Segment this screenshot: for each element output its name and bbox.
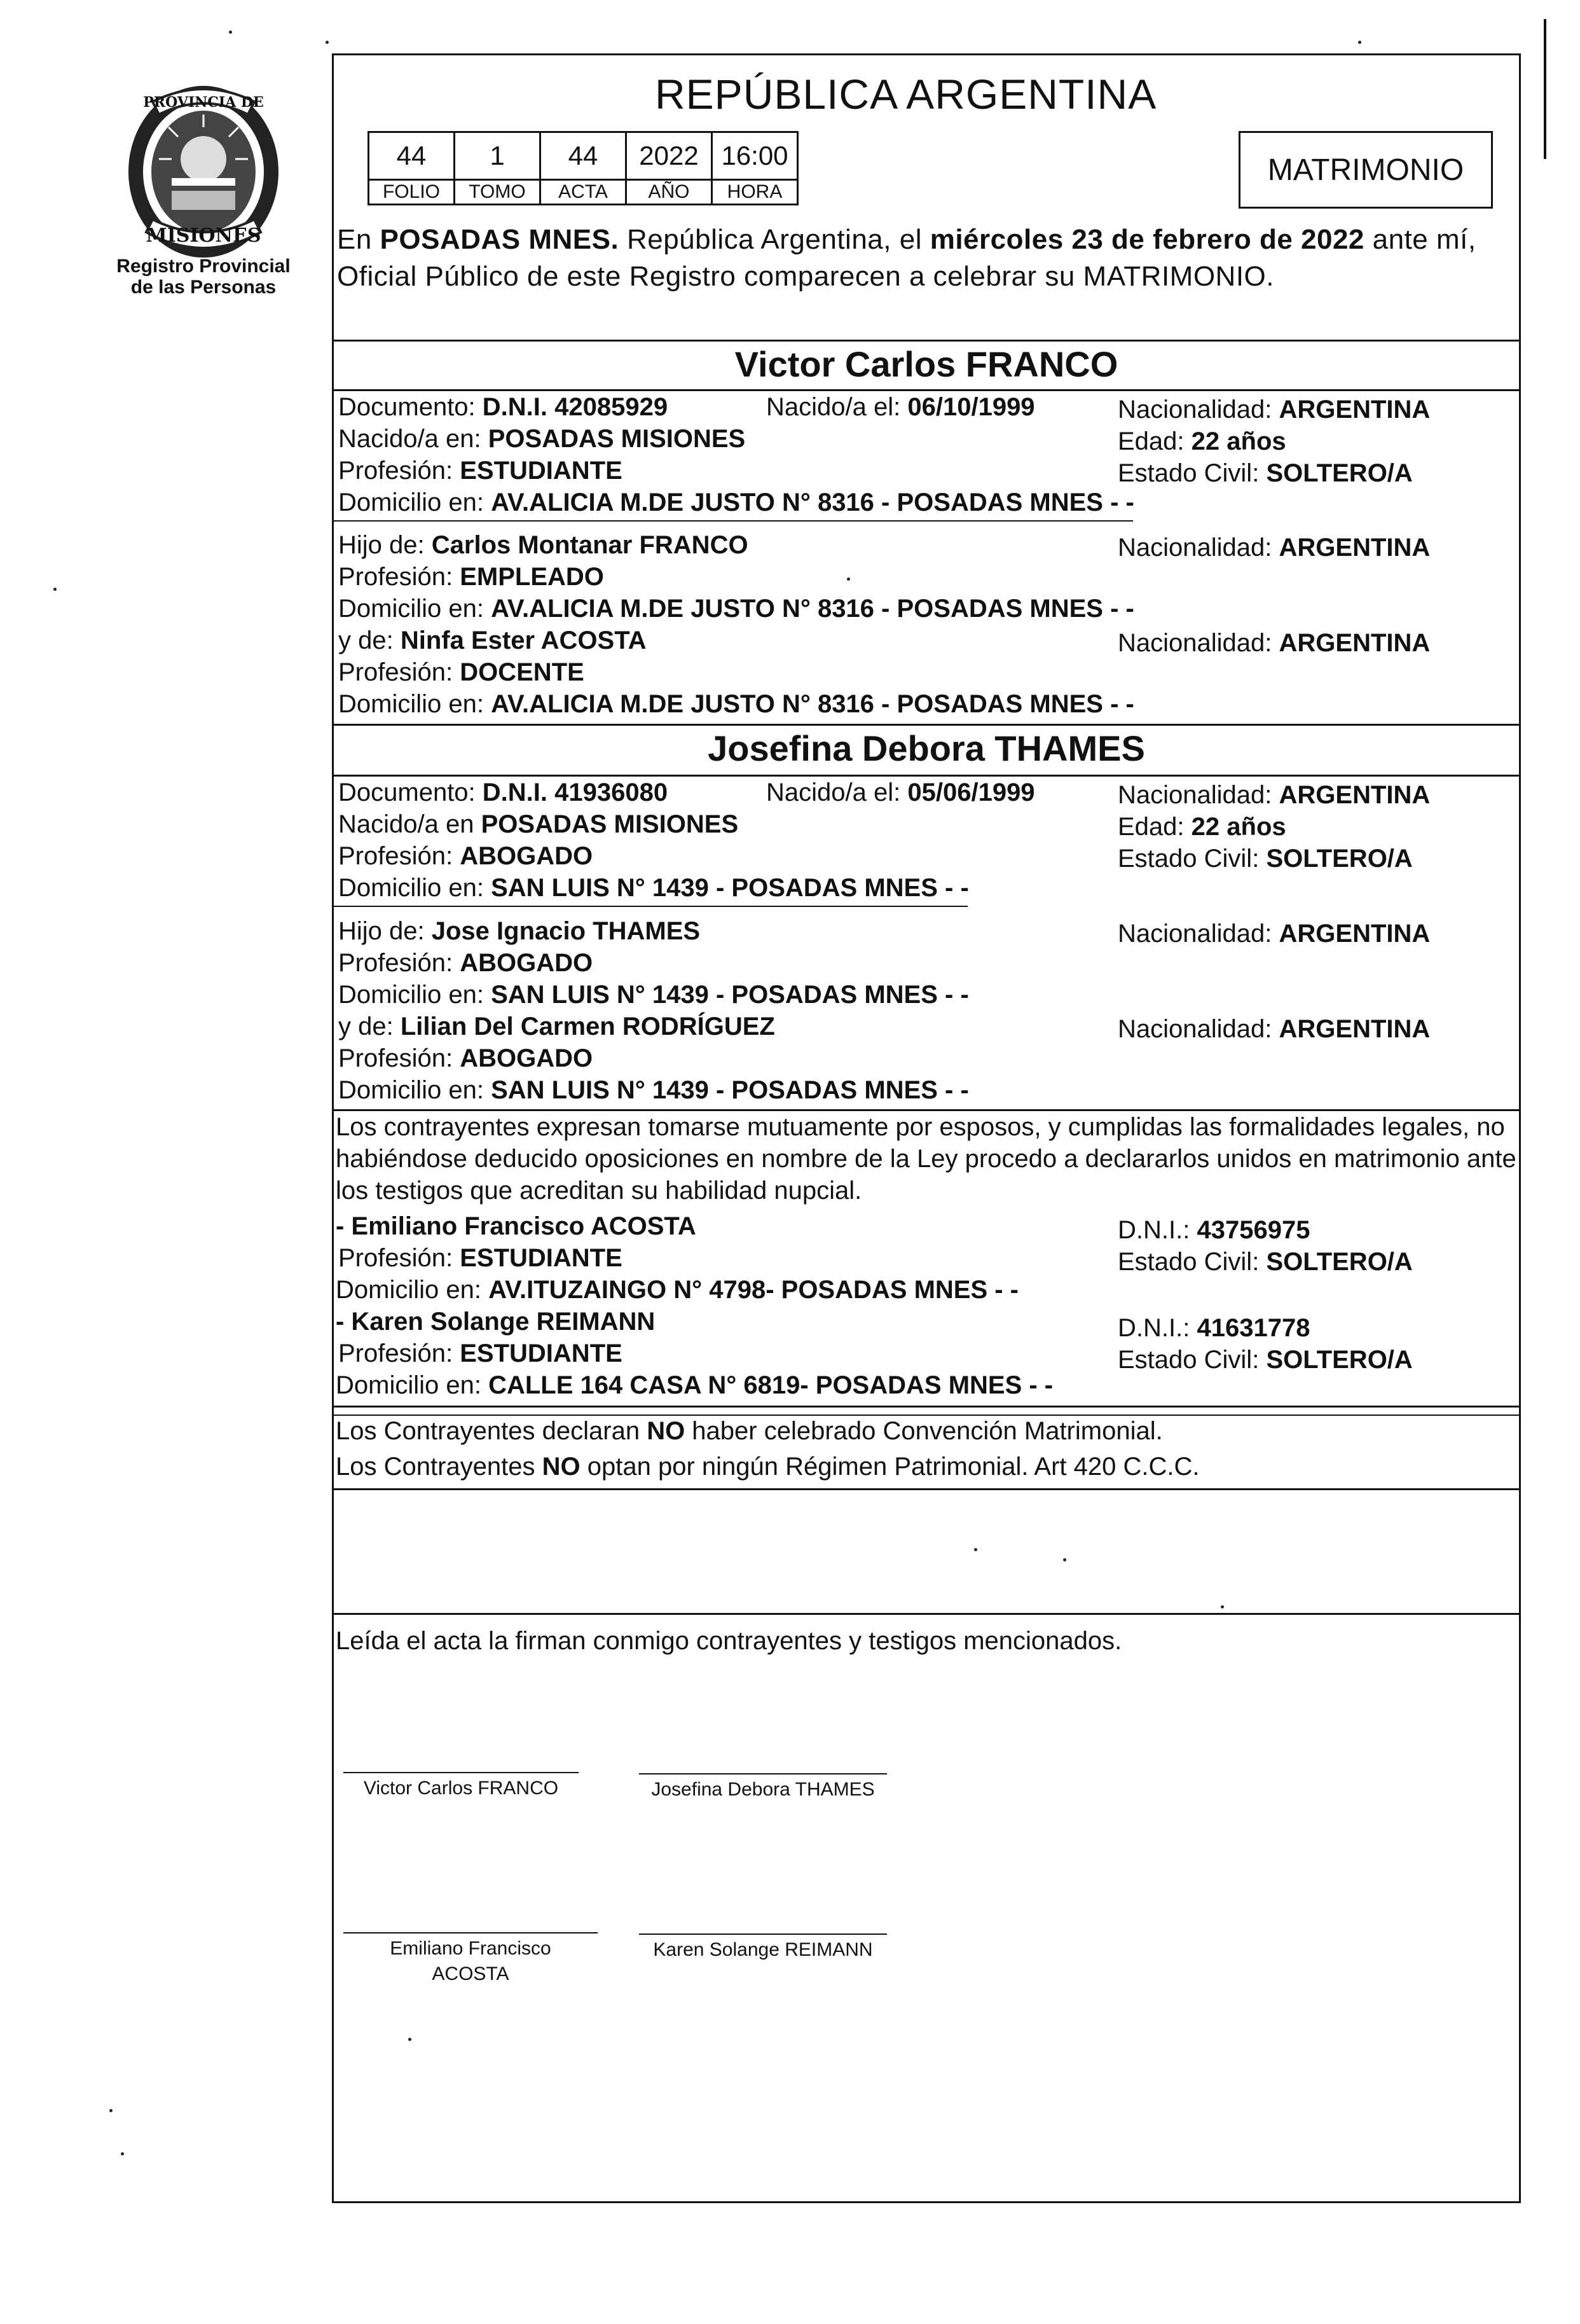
bride-age: Edad: 22 años xyxy=(1118,813,1286,841)
witness-2-address: Domicilio en: CALLE 164 CASA N° 6819- POSADAS MNES - - xyxy=(336,1371,1054,1399)
divider xyxy=(332,1406,1521,1408)
tomo-label: TOMO xyxy=(455,180,540,205)
witness-2-dni: D.N.I.: 41631778 xyxy=(1118,1314,1310,1342)
divider xyxy=(332,520,1133,522)
svg-text:PROVINCIA DE: PROVINCIA DE xyxy=(143,94,264,111)
scan-speck xyxy=(326,41,329,44)
scan-speck xyxy=(229,31,232,34)
divider xyxy=(332,340,1521,342)
hora-value: 16:00 xyxy=(712,132,798,180)
divider xyxy=(332,775,1521,777)
signature-witness-2: Karen Solange REIMANN xyxy=(639,1933,887,1963)
groom-mother: y de: Ninfa Ester ACOSTA xyxy=(338,626,647,654)
bride-mother-address: Domicilio en: SAN LUIS N° 1439 - POSADAS MNES - - xyxy=(338,1076,969,1104)
divider xyxy=(332,1109,1521,1111)
scan-speck xyxy=(1358,41,1361,44)
page-title: REPÚBLICA ARGENTINA xyxy=(655,71,1157,118)
bride-documento: Documento: D.N.I. 41936080 xyxy=(338,778,668,806)
intro-line-2: Oficial Público de este Registro comparecen a celebrar su MATRIMONIO. xyxy=(337,261,1274,292)
bride-father-profession: Profesión: ABOGADO xyxy=(338,949,593,977)
bride-nationality: Nacionalidad: ARGENTINA xyxy=(1118,781,1431,809)
groom-nationality: Nacionalidad: ARGENTINA xyxy=(1118,396,1431,424)
hora-label: HORA xyxy=(712,180,798,205)
acta-label: ACTA xyxy=(540,180,626,205)
witness-1-profession: Profesión: ESTUDIANTE xyxy=(338,1244,622,1272)
witness-2-profession: Profesión: ESTUDIANTE xyxy=(338,1339,622,1367)
divider xyxy=(332,1414,1521,1416)
scan-speck xyxy=(109,2109,113,2112)
document-type-box: MATRIMONIO xyxy=(1239,131,1493,209)
bride-father-address: Domicilio en: SAN LUIS N° 1439 - POSADAS MNES - - xyxy=(338,981,969,1009)
bride-mother-profession: Profesión: ABOGADO xyxy=(338,1044,593,1072)
groom-mother-nationality: Nacionalidad: ARGENTINA xyxy=(1118,629,1431,657)
bride-civil-status: Estado Civil: SOLTERO/A xyxy=(1118,845,1413,873)
tomo-value: 1 xyxy=(455,132,540,180)
bride-father: Hijo de: Jose Ignacio THAMES xyxy=(338,917,701,945)
groom-father: Hijo de: Carlos Montanar FRANCO xyxy=(338,531,748,559)
bride-mother-nationality: Nacionalidad: ARGENTINA xyxy=(1118,1015,1431,1043)
witness-1-civil-status: Estado Civil: SOLTERO/A xyxy=(1118,1248,1413,1276)
scan-speck xyxy=(974,1548,977,1551)
closing-statement: Leída el acta la firman conmigo contrayentes y testigos mencionados. xyxy=(336,1627,1122,1655)
groom-father-nationality: Nacionalidad: ARGENTINA xyxy=(1118,534,1431,562)
record-reference-table xyxy=(368,131,799,205)
bride-father-nationality: Nacionalidad: ARGENTINA xyxy=(1118,920,1431,948)
folio-value: 44 xyxy=(369,132,455,180)
divider xyxy=(332,724,1521,726)
signature-bride: Josefina Debora THAMES xyxy=(639,1773,887,1802)
bride-birthdate: Nacido/a el: 05/06/1999 xyxy=(766,778,1035,806)
witness-1-name: - Emiliano Francisco ACOSTA xyxy=(336,1212,696,1240)
caption-line-1: Registro Provincial xyxy=(116,256,291,277)
folio-label: FOLIO xyxy=(369,180,455,205)
bride-birthplace: Nacido/a en POSADAS MISIONES xyxy=(338,810,739,838)
bride-profession: Profesión: ABOGADO xyxy=(338,842,593,870)
declaration-line-2: habiéndose deducido oposiciones en nombre de la Ley procedo a declararlos unidos en matrimonio ante xyxy=(336,1145,1516,1173)
groom-address: Domicilio en: AV.ALICIA M.DE JUSTO N° 8316 - POSADAS MNES - - xyxy=(338,488,1134,516)
witness-2-name: - Karen Solange REIMANN xyxy=(336,1308,656,1336)
anio-label: AÑO xyxy=(626,180,712,205)
scan-speck xyxy=(53,588,57,591)
groom-documento: Documento: D.N.I. 42085929 xyxy=(338,393,668,421)
groom-birthplace: Nacido/a en: POSADAS MISIONES xyxy=(338,425,746,453)
groom-mother-profession: Profesión: DOCENTE xyxy=(338,658,584,686)
signature-witness-1: Emiliano Francisco ACOSTA xyxy=(343,1932,598,1987)
groom-birthdate: Nacido/a el: 06/10/1999 xyxy=(766,393,1035,421)
registry-caption xyxy=(95,256,312,298)
scan-speck xyxy=(121,2152,124,2155)
signature-groom: Victor Carlos FRANCO xyxy=(343,1772,579,1801)
groom-profession: Profesión: ESTUDIANTE xyxy=(338,457,622,485)
divider xyxy=(332,389,1521,391)
groom-name-heading: Victor Carlos FRANCO xyxy=(734,344,1118,384)
groom-father-profession: Profesión: EMPLEADO xyxy=(338,563,604,591)
bride-name-heading: Josefina Debora THAMES xyxy=(708,728,1145,768)
groom-mother-address: Domicilio en: AV.ALICIA M.DE JUSTO N° 8316 - POSADAS MNES - - xyxy=(338,690,1134,718)
convention-line-2: Los Contrayentes NO optan por ningún Régimen Patrimonial. Art 420 C.C.C. xyxy=(336,1453,1200,1481)
divider xyxy=(332,906,968,907)
scan-edge-mark xyxy=(1544,19,1546,159)
scan-speck xyxy=(1221,1605,1224,1608)
witness-1-address: Domicilio en: AV.ITUZAINGO N° 4798- POSADAS MNES - - xyxy=(336,1276,1019,1304)
groom-civil-status: Estado Civil: SOLTERO/A xyxy=(1118,459,1413,487)
acta-value: 44 xyxy=(540,132,626,180)
divider xyxy=(332,1488,1521,1490)
declaration-line-3: los testigos que acreditan su habilidad nupcial. xyxy=(336,1177,862,1205)
bride-address: Domicilio en: SAN LUIS N° 1439 - POSADAS MNES - - xyxy=(338,874,969,902)
scan-speck xyxy=(1063,1558,1066,1561)
intro-line-1: En POSADAS MNES. República Argentina, el miércoles 23 de febrero de 2022 ante mí, xyxy=(337,224,1476,255)
svg-text:MISIONES: MISIONES xyxy=(146,225,261,247)
witness-2-civil-status: Estado Civil: SOLTERO/A xyxy=(1118,1346,1413,1374)
scan-speck xyxy=(408,2038,411,2041)
declaration-line-1: Los contrayentes expresan tomarse mutuamente por esposos, y cumplidas las formalidades legales, no xyxy=(336,1113,1505,1141)
scan-speck xyxy=(847,578,850,581)
anio-value: 2022 xyxy=(626,132,712,180)
groom-age: Edad: 22 años xyxy=(1118,427,1286,455)
divider xyxy=(332,1613,1521,1615)
convention-line-1: Los Contrayentes declaran NO haber celebrado Convención Matrimonial. xyxy=(336,1417,1163,1445)
caption-line-2: de las Personas xyxy=(130,277,277,298)
witness-1-dni: D.N.I.: 43756975 xyxy=(1118,1216,1310,1244)
misiones-coat-of-arms-logo xyxy=(108,76,299,267)
groom-father-address: Domicilio en: AV.ALICIA M.DE JUSTO N° 8316 - POSADAS MNES - - xyxy=(338,595,1134,623)
bride-mother: y de: Lilian Del Carmen RODRÍGUEZ xyxy=(338,1013,775,1041)
